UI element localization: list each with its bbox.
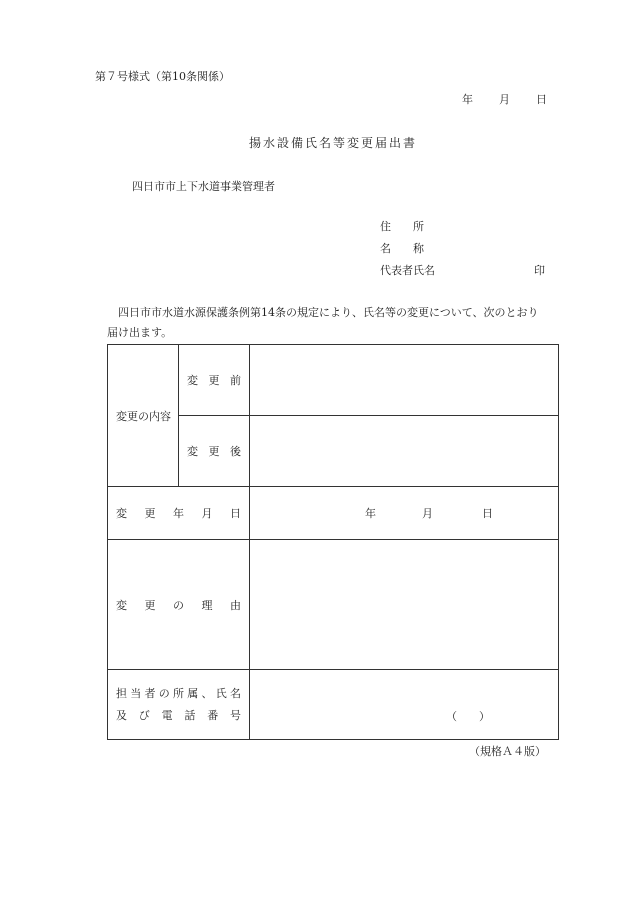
date-day-label: 日: [536, 93, 547, 106]
date-year-label: 年: [462, 93, 473, 106]
contact-label-line1: 担当者の所属、氏名: [116, 686, 241, 700]
change-reason-field[interactable]: [250, 540, 559, 670]
paper-size-note: （規格Ａ４版）: [469, 745, 546, 758]
applicant-name-label: 名 称: [380, 242, 424, 255]
body-text-line2: 届け出ます。: [107, 326, 173, 339]
contact-field[interactable]: [250, 670, 559, 740]
applicant-address-label: 住 所: [380, 220, 424, 233]
after-change-field[interactable]: [250, 416, 559, 487]
after-change-label: 変更後: [179, 416, 250, 487]
before-change-label: 変更前: [179, 345, 250, 416]
change-date-label: 変更年月日: [108, 487, 250, 540]
change-date-year: 年: [365, 507, 376, 520]
change-date-day: 日: [482, 507, 493, 520]
body-text-line1: 四日市市水道水源保護条例第14条の規定により、氏名等の変更について、次のとおり: [118, 306, 539, 319]
change-content-label: 変更の内容: [108, 345, 179, 487]
change-reason-label: 変更の理由: [108, 540, 250, 670]
before-change-field[interactable]: [250, 345, 559, 416]
seal-mark: 印: [534, 264, 545, 277]
document-title: 揚水設備氏名等変更届出書: [249, 136, 418, 150]
applicant-representative-label: 代表者氏名: [380, 264, 435, 277]
contact-label: [108, 670, 250, 740]
change-date-month: 月: [422, 507, 433, 520]
notification-form-table: [107, 344, 559, 740]
change-date-field[interactable]: [250, 487, 559, 540]
form-number: 第７号様式（第10条関係）: [95, 70, 230, 83]
contact-label-line2: 及び電話番号: [116, 708, 241, 722]
date-month-label: 月: [499, 93, 510, 106]
addressee: 四日市市上下水道事業管理者: [132, 180, 275, 193]
phone-parentheses: （ ）: [446, 710, 490, 723]
